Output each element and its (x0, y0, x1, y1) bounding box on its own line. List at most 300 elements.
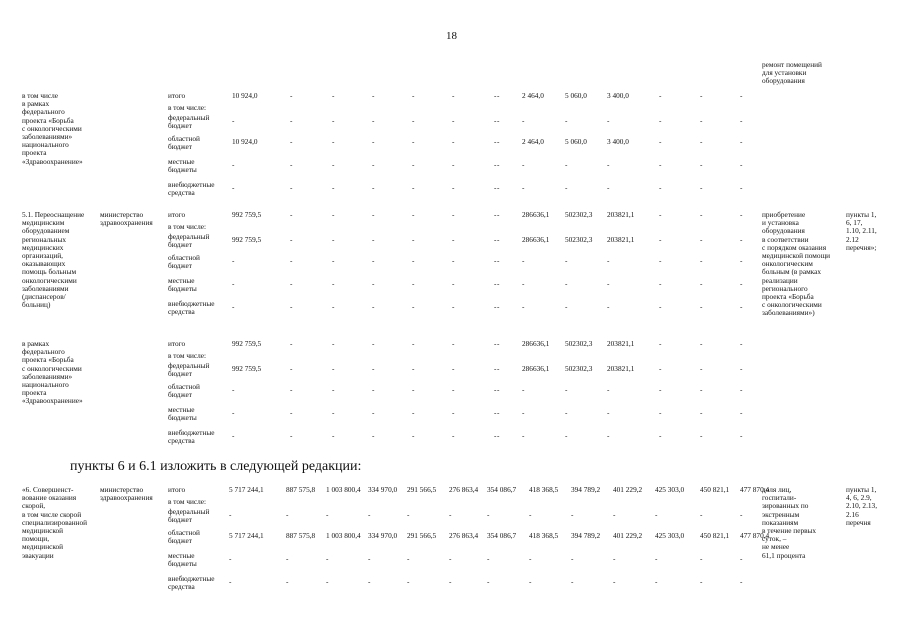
table-cell: - (332, 408, 335, 417)
table-cell: - (452, 385, 455, 394)
table-cell: - (700, 235, 703, 244)
source-label: областной (168, 253, 200, 262)
table-cell: - (332, 91, 335, 100)
table-cell: - (372, 235, 375, 244)
source-label: итого (168, 485, 186, 494)
table-cell: - (412, 364, 415, 373)
table-cell: - (522, 385, 525, 394)
source-label: в том числе: (168, 222, 207, 231)
table-cell: - (494, 210, 497, 219)
table-cell: - (412, 279, 415, 288)
table-cell: - (571, 554, 574, 563)
table-cell: - (372, 339, 375, 348)
block-label-line: заболеваниями» (22, 132, 73, 141)
block-label-line: специализированной (22, 517, 88, 527)
table-cell: - (700, 431, 703, 440)
table-cell: - (368, 577, 371, 586)
table-cell: - (700, 183, 703, 192)
table-cell: - (700, 510, 703, 519)
block-label-line: медицинской (22, 542, 64, 552)
responsible-line: министерство (100, 485, 144, 494)
table-cell: - (494, 160, 497, 169)
table-cell: - (659, 116, 662, 125)
block-label-line: 5.1. Переоснащение (22, 210, 85, 219)
top-note-line: для установки (762, 68, 807, 78)
block-label-line: проекта «Борьба (22, 355, 74, 365)
table-cell: - (522, 431, 525, 440)
table-cell: - (497, 385, 500, 394)
table-cell: - (700, 339, 703, 348)
table-cell: 425 303,0 (655, 485, 685, 494)
table-cell: - (740, 431, 743, 440)
table-cell: - (412, 137, 415, 146)
source-label: местные (168, 157, 195, 166)
table-cell: - (700, 364, 703, 373)
table-cell: 286636,1 (522, 210, 550, 219)
result-indicator-line: 61,1 процента (762, 550, 806, 560)
table-cell: - (332, 235, 335, 244)
source-label: средства (168, 188, 195, 198)
table-cell: - (494, 235, 497, 244)
table-cell: - (659, 431, 662, 440)
table-cell: - (494, 302, 497, 311)
source-label: средства (168, 436, 195, 446)
table-cell: - (659, 137, 662, 146)
table-cell: - (497, 364, 500, 373)
table-cell: 5 060,0 (565, 91, 587, 100)
table-cell: 477 870,4 (740, 485, 770, 494)
table-cell: 10 924,0 (232, 91, 258, 100)
table-cell: - (290, 183, 293, 192)
block-label-line: проекта (22, 148, 47, 158)
source-label: федеральный (168, 361, 210, 370)
table-cell: - (452, 160, 455, 169)
table-cell: 401 229,2 (613, 531, 643, 540)
table-cell: - (412, 385, 415, 394)
reference-points-line: 6, 17, (846, 218, 863, 228)
table-cell: - (740, 91, 743, 100)
source-label: внебюджетные (168, 299, 215, 308)
table-cell: 334 970,0 (368, 531, 398, 540)
table-cell: - (565, 279, 568, 288)
table-cell: - (290, 339, 293, 348)
block-label-line: оказывающих (22, 259, 66, 269)
table-cell: - (332, 431, 335, 440)
table-cell: - (659, 256, 662, 265)
source-label: итого (168, 339, 186, 348)
result-indicator-line: суток, – (762, 534, 787, 544)
table-cell: - (740, 137, 743, 146)
block-label-line: региональных (22, 234, 67, 244)
result-indicator-line: зированных по (762, 501, 809, 511)
table-cell: 286636,1 (522, 364, 550, 373)
table-cell: - (290, 137, 293, 146)
table-cell: 887 575,8 (286, 485, 316, 494)
table-cell: - (290, 160, 293, 169)
table-cell: - (229, 554, 232, 563)
block-label-line: в том числе (22, 91, 59, 100)
table-cell: - (700, 279, 703, 288)
table-cell: - (407, 510, 410, 519)
reference-points-line: 2.10, 2.13, (846, 501, 878, 511)
result-indicator-line: оборудования (762, 226, 805, 236)
table-cell: - (286, 554, 289, 563)
table-cell: - (232, 302, 235, 311)
table-cell: - (232, 385, 235, 394)
table-cell: - (368, 554, 371, 563)
result-indicator-line: приобретение (762, 210, 806, 219)
table-cell: - (655, 577, 658, 586)
table-cell: - (452, 431, 455, 440)
table-cell: - (700, 385, 703, 394)
table-cell: - (497, 256, 500, 265)
source-label: итого (168, 91, 186, 100)
block-label-line: медицинским (22, 218, 65, 228)
table-cell: - (232, 183, 235, 192)
block-label-line: вование оказания (22, 493, 77, 503)
table-cell: - (452, 235, 455, 244)
reference-points-line: пункты 1, (846, 210, 877, 219)
table-cell: 450 821,1 (700, 531, 730, 540)
reference-points-line: пункты 1, (846, 485, 877, 494)
table-cell: 203821,1 (607, 364, 635, 373)
table-cell: - (452, 279, 455, 288)
table-cell: - (522, 302, 525, 311)
result-indicator-line: с онкологическими (762, 300, 822, 310)
source-label: бюджет (168, 142, 192, 152)
table-cell: - (412, 183, 415, 192)
table-cell: - (494, 137, 497, 146)
table-cell: - (613, 577, 616, 586)
table-cell: - (332, 302, 335, 311)
table-cell: - (290, 91, 293, 100)
reference-points-line: 2.12 (846, 234, 859, 244)
source-label: областной (168, 382, 200, 391)
table-cell: - (449, 510, 452, 519)
table-cell: - (497, 183, 500, 192)
result-indicator-line: реализации (762, 275, 798, 285)
table-cell: - (522, 408, 525, 417)
table-cell: - (452, 137, 455, 146)
table-cell: - (607, 183, 610, 192)
table-cell: 286636,1 (522, 235, 550, 244)
block-label-line: в рамках (22, 339, 50, 348)
table-cell: - (700, 91, 703, 100)
table-cell: - (372, 210, 375, 219)
table-cell: - (494, 364, 497, 373)
table-cell: - (700, 160, 703, 169)
table-cell: - (607, 431, 610, 440)
table-cell: 502302,3 (565, 339, 593, 348)
table-cell: - (412, 302, 415, 311)
table-cell: - (740, 554, 743, 563)
block-label-line: федерального (22, 347, 65, 357)
table-cell: - (700, 577, 703, 586)
table-cell: - (497, 408, 500, 417)
table-cell: - (565, 116, 568, 125)
source-label: федеральный (168, 232, 210, 241)
table-cell: - (229, 577, 232, 586)
block-label-line: помощь больным (22, 267, 77, 277)
block-label-line: оборудованием (22, 226, 70, 236)
table-cell: - (607, 279, 610, 288)
table-cell: 477 870,4 (740, 531, 770, 540)
table-cell: - (659, 235, 662, 244)
table-cell: - (522, 279, 525, 288)
source-label: бюджет (168, 240, 192, 250)
block-label-line: «6. Совершенст- (22, 485, 74, 494)
table-cell: 992 759,5 (232, 364, 262, 373)
table-cell: - (290, 116, 293, 125)
result-indicator-line: онкологическим (762, 259, 813, 269)
result-indicator-line: в течение первых (762, 526, 817, 535)
table-cell: - (607, 408, 610, 417)
source-label: бюджет (168, 390, 192, 400)
result-indicator-line: с порядком оказания (762, 242, 827, 252)
table-cell: - (332, 364, 335, 373)
table-cell: - (452, 183, 455, 192)
table-cell: - (372, 364, 375, 373)
table-cell: - (529, 510, 532, 519)
table-cell: - (497, 279, 500, 288)
block-label-line: скорой, (22, 501, 46, 511)
source-label: бюджеты (168, 413, 197, 423)
source-label: бюджет (168, 369, 192, 379)
table-cell: - (412, 210, 415, 219)
source-label: бюджет (168, 536, 192, 546)
table-cell: - (494, 116, 497, 125)
table-cell: - (522, 160, 525, 169)
block-label-line: медицинских (22, 242, 64, 252)
source-label: местные (168, 276, 195, 285)
table-cell: - (659, 302, 662, 311)
table-cell: - (497, 302, 500, 311)
result-indicator-line: и установка (762, 218, 799, 228)
table-cell: - (449, 554, 452, 563)
table-cell: 291 566,5 (407, 531, 437, 540)
reference-points-line: 4, 6, 2.9, (846, 493, 872, 503)
table-cell: - (286, 510, 289, 519)
table-cell: - (565, 408, 568, 417)
table-cell: 354 086,7 (487, 531, 517, 540)
table-cell: 334 970,0 (368, 485, 398, 494)
table-cell: - (659, 210, 662, 219)
table-cell: - (497, 91, 500, 100)
table-cell: 502302,3 (565, 235, 593, 244)
table-cell: - (700, 408, 703, 417)
table-cell: - (372, 431, 375, 440)
table-cell: 3 400,0 (607, 91, 629, 100)
table-cell: - (326, 510, 329, 519)
table-cell: - (232, 279, 235, 288)
table-cell: - (497, 210, 500, 219)
table-cell: - (290, 385, 293, 394)
table-cell: - (452, 210, 455, 219)
table-cell: - (412, 339, 415, 348)
table-cell: 203821,1 (607, 210, 635, 219)
table-cell: - (368, 510, 371, 519)
table-cell: - (452, 116, 455, 125)
table-cell: - (565, 302, 568, 311)
table-cell: - (372, 137, 375, 146)
table-cell: - (522, 116, 525, 125)
responsible-line: министерство (100, 210, 144, 219)
block-label-line: заболеваниями (22, 283, 69, 293)
block-label-line: медицинской (22, 526, 64, 535)
table-cell: - (232, 256, 235, 265)
table-cell: - (659, 339, 662, 348)
block-label-line: национального (22, 140, 69, 150)
table-cell: 401 229,2 (613, 485, 643, 494)
table-cell: - (407, 554, 410, 563)
table-cell: 418 368,5 (529, 485, 559, 494)
table-cell: - (740, 279, 743, 288)
responsible-line: здравоохранения (100, 493, 153, 503)
block-label-line: федерального (22, 107, 65, 117)
table-cell: 450 821,1 (700, 485, 730, 494)
table-cell: - (494, 431, 497, 440)
reference-points-line: 2.16 (846, 509, 859, 519)
table-cell: - (452, 339, 455, 348)
table-cell: - (497, 160, 500, 169)
table-cell: - (332, 279, 335, 288)
table-cell: - (412, 116, 415, 125)
table-cell: - (452, 302, 455, 311)
table-cell: - (740, 302, 743, 311)
table-cell: - (659, 91, 662, 100)
table-cell: - (740, 116, 743, 125)
table-cell: - (700, 116, 703, 125)
table-cell: - (740, 364, 743, 373)
table-cell: - (655, 510, 658, 519)
table-cell: - (332, 256, 335, 265)
result-indicator-line: проекта «Борьба (762, 292, 814, 301)
result-indicator-line: в соответствии (762, 234, 809, 244)
table-cell: - (290, 279, 293, 288)
block-label-line: эвакуации (22, 550, 54, 560)
table-cell: - (290, 256, 293, 265)
table-cell: - (232, 160, 235, 169)
block-label-line: в том числе скорой (22, 509, 82, 519)
table-cell: - (487, 554, 490, 563)
top-note-line: ремонт помещений (762, 60, 822, 69)
result-indicator-line: регионального (762, 283, 808, 293)
table-cell: - (332, 137, 335, 146)
table-cell: - (700, 210, 703, 219)
table-cell: - (332, 116, 335, 125)
table-cell: - (613, 554, 616, 563)
table-cell: - (607, 385, 610, 394)
table-cell: - (407, 577, 410, 586)
table-cell: - (700, 302, 703, 311)
source-label: бюджеты (168, 559, 197, 569)
table-cell: 3 400,0 (607, 137, 629, 146)
table-cell: - (286, 577, 289, 586)
table-cell: - (740, 385, 743, 394)
table-cell: 5 060,0 (565, 137, 587, 146)
table-cell: - (740, 183, 743, 192)
table-cell: - (607, 160, 610, 169)
source-label: областной (168, 528, 200, 537)
section-heading: пункты 6 и 6.1 изложить в следующей редакции: (70, 459, 362, 474)
block-label-line: больниц) (22, 300, 51, 310)
result-indicator-line: больным (в рамках (762, 267, 822, 277)
table-cell: - (412, 408, 415, 417)
table-cell: - (372, 183, 375, 192)
table-cell: - (659, 385, 662, 394)
table-cell: - (497, 431, 500, 440)
table-cell: - (372, 385, 375, 394)
table-cell: - (412, 160, 415, 169)
table-cell: - (290, 408, 293, 417)
source-label: средства (168, 307, 195, 317)
table-cell: 291 566,5 (407, 485, 437, 494)
block-label-line: проекта «Борьба (22, 115, 74, 125)
table-cell: - (452, 91, 455, 100)
table-cell: - (700, 256, 703, 265)
source-label: местные (168, 405, 195, 414)
table-cell: - (332, 160, 335, 169)
source-label: в том числе: (168, 103, 207, 112)
source-label: в том числе: (168, 497, 207, 506)
table-cell: - (452, 256, 455, 265)
block-label-line: заболеваниями» (22, 371, 73, 381)
table-cell: - (740, 210, 743, 219)
table-cell: - (571, 577, 574, 586)
table-cell: - (659, 183, 662, 192)
table-cell: - (452, 408, 455, 417)
table-cell: - (497, 235, 500, 244)
table-cell: - (565, 256, 568, 265)
table-cell: - (613, 510, 616, 519)
table-cell: - (372, 160, 375, 169)
reference-points-line: перечня (846, 517, 871, 527)
table-cell: - (659, 408, 662, 417)
table-cell: - (372, 91, 375, 100)
table-cell: - (740, 235, 743, 244)
table-cell: - (565, 431, 568, 440)
table-cell: - (372, 279, 375, 288)
table-cell: - (659, 279, 662, 288)
block-label-line: в рамках (22, 99, 50, 109)
block-label-line: «Здравоохранение» (22, 156, 83, 166)
table-cell: - (740, 339, 743, 348)
table-cell: - (412, 431, 415, 440)
table-cell: - (497, 137, 500, 146)
table-cell: - (290, 364, 293, 373)
table-cell: - (565, 385, 568, 394)
table-cell: - (494, 256, 497, 265)
source-label: областной (168, 134, 200, 143)
table-cell: 203821,1 (607, 235, 635, 244)
table-cell: 418 368,5 (529, 531, 559, 540)
reference-points-line: перечня»; (846, 242, 877, 252)
table-cell: - (232, 116, 235, 125)
table-cell: - (487, 577, 490, 586)
table-cell: - (452, 364, 455, 373)
source-label: федеральный (168, 113, 210, 122)
table-cell: - (659, 364, 662, 373)
block-label-line: (диспансеров/ (22, 292, 66, 301)
table-cell: - (655, 554, 658, 563)
table-cell: - (290, 431, 293, 440)
table-cell: 276 863,4 (449, 531, 479, 540)
table-cell: 502302,3 (565, 364, 593, 373)
result-indicator-line: госпитали- (762, 493, 797, 503)
table-cell: - (494, 339, 497, 348)
table-cell: - (494, 91, 497, 100)
source-label: внебюджетные (168, 180, 215, 189)
